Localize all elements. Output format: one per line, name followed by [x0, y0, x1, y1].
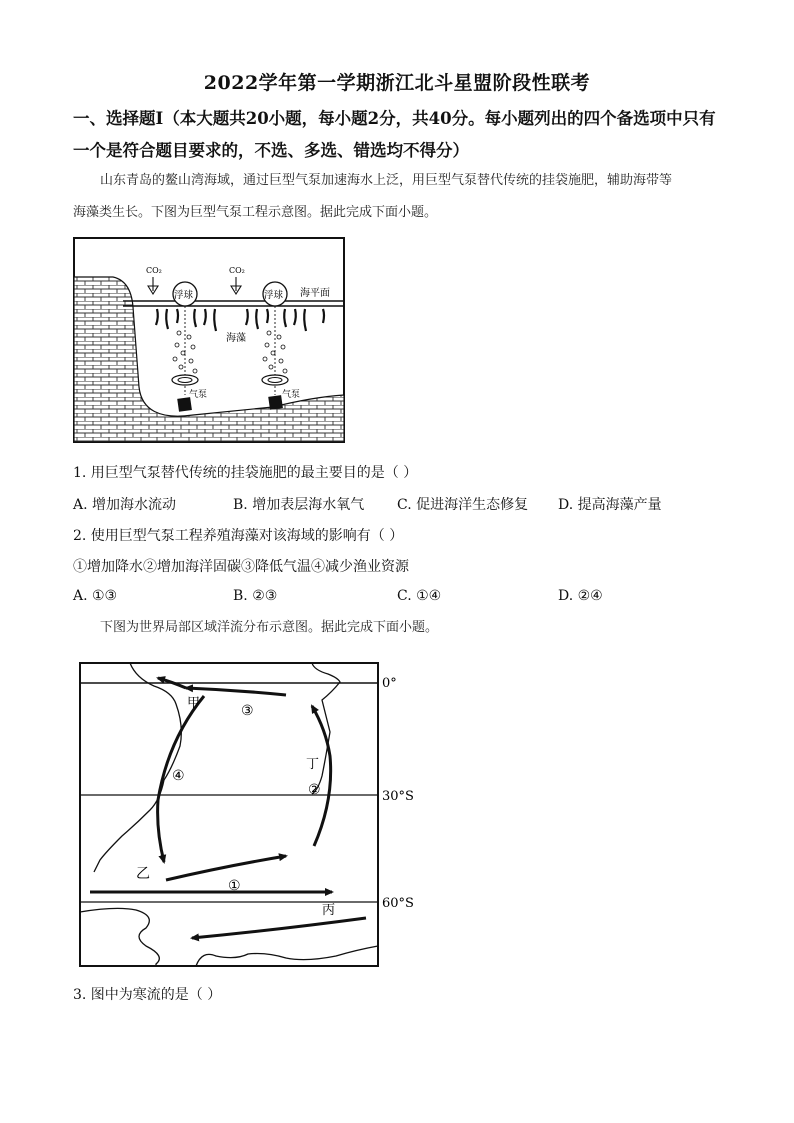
q1-option-c[interactable]: C. 促进海洋生态修复: [397, 497, 529, 513]
question-3-stem: 3. 图中为寒流的是（ ）: [73, 987, 222, 1003]
lat-30s-label: 30°S: [382, 789, 414, 804]
intro1-line1: 山东青岛的鳌山湾海域，通过巨型气泵加速海水上泛，用巨型气泵替代传统的挂袋施肥，辅助海带等: [100, 173, 673, 188]
ocean-current-map: [76, 660, 426, 970]
intro1-line2: 海藻类生长。下图为巨型气泵工程示意图。据此完成下面小题。: [73, 205, 438, 220]
label-yi: 乙: [136, 866, 150, 882]
float-label-right: 浮球: [264, 290, 284, 301]
q2-option-b[interactable]: B. ②③: [233, 588, 278, 604]
lat-0-label: 0°: [382, 676, 397, 691]
label-c3: ③: [241, 703, 254, 719]
q1-option-b[interactable]: B. 增加表层海水氧气: [233, 497, 365, 513]
sea-level-label: 海平面: [300, 288, 330, 299]
q2-option-d[interactable]: D. ②④: [558, 588, 603, 604]
float-label-left: 浮球: [174, 290, 194, 301]
label-bing: 丙: [322, 903, 336, 918]
section-heading: [73, 103, 733, 167]
question-2-items: ①增加降水②增加海洋固碳③降低气温④减少渔业资源: [73, 559, 409, 575]
question-1-stem: 1. 用巨型气泵替代传统的挂袋施肥的最主要目的是（ ）: [73, 465, 418, 481]
pump-label-right: 气泵: [282, 390, 301, 400]
label-c1: ①: [228, 878, 241, 894]
label-jia: 甲: [187, 696, 201, 711]
air-pump-diagram: [73, 237, 345, 443]
pump-label-left: 气泵: [189, 390, 208, 400]
q2-option-a[interactable]: A. ①③: [73, 588, 118, 604]
label-c2: ②: [308, 782, 321, 798]
q1-option-d[interactable]: D. 提高海藻产量: [558, 497, 662, 513]
page-title: 2022学年第一学期浙江北斗星盟阶段性联考: [203, 72, 591, 94]
seaweed-label: 海藻: [226, 333, 246, 344]
co2-label-left: CO₂: [146, 266, 162, 275]
intro-paragraph-1: [73, 165, 740, 229]
q2-option-c[interactable]: C. ①④: [397, 588, 442, 604]
q1-option-a[interactable]: A. 增加海水流动: [73, 497, 177, 513]
section-heading-line2: 一个是符合题目要求的，不选、多选、错选均不得分）: [73, 141, 469, 160]
pump-right-icon: [268, 395, 283, 410]
question-2-stem: 2. 使用巨型气泵工程养殖海藻对该海域的影响有（ ）: [73, 528, 404, 544]
lat-60s-label: 60°S: [382, 896, 414, 911]
intro-paragraph-2: 下图为世界局部区域洋流分布示意图。据此完成下面小题。: [100, 620, 439, 635]
label-ding: 丁: [306, 757, 320, 772]
label-c4: ④: [172, 768, 185, 784]
section-heading-line1: 一、选择题Ⅰ（本大题共20小题，每小题2分，共40分。每小题列出的四个备选项中只有: [73, 109, 716, 128]
co2-label-right: CO₂: [229, 266, 245, 275]
